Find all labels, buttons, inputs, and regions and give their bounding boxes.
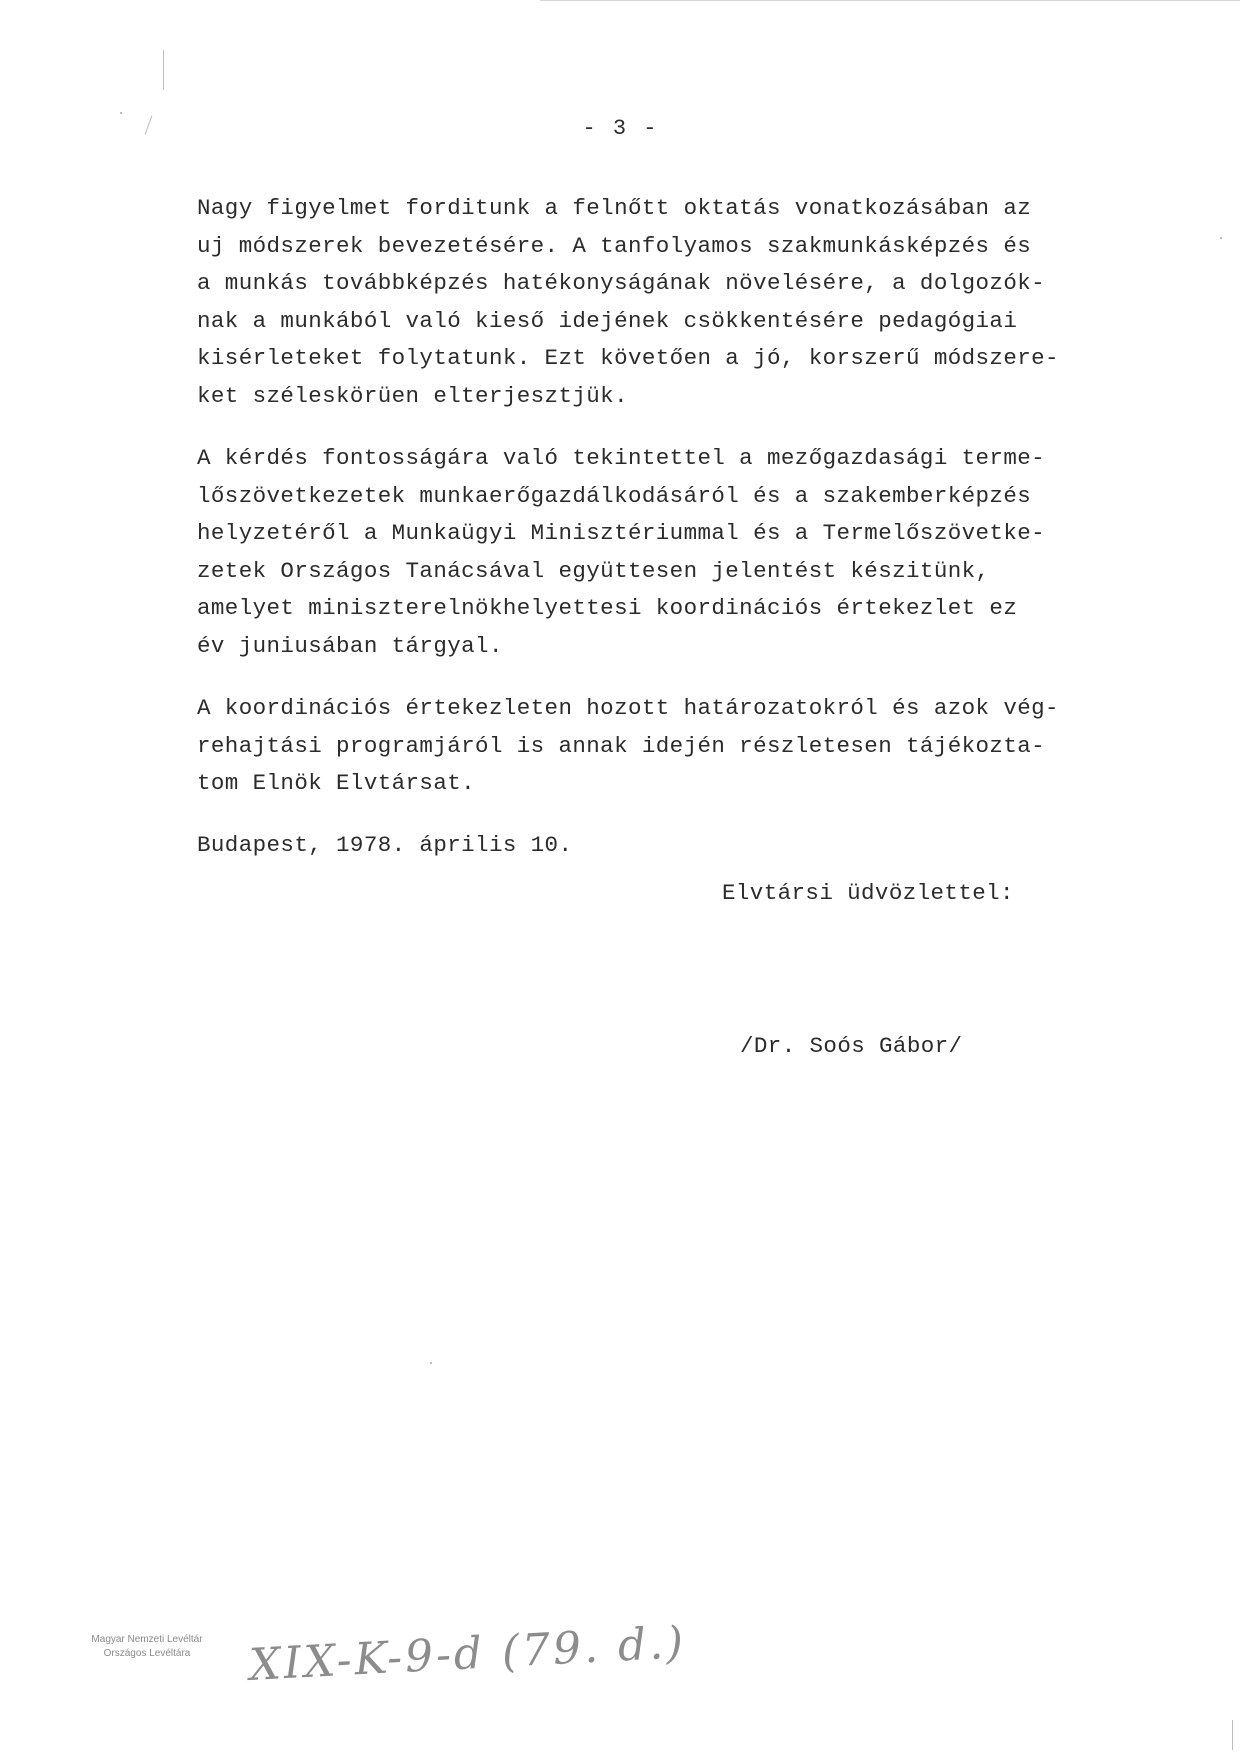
paragraph-adult-education: Nagy figyelmet forditunk a felnőtt oktatás vonatkozásában az uj módszerek bevezetésére. A tanfolyamos szakmunkásképzés és a munkás továbbképzés hatékonyságának növelésére, a dolgozók- nak a munkából való kieső idejének csökkentésére pedagógiai kisérleteket folytatunk. Ezt követően a jó, korszerű módszere- ket széleskörüen elterjesztjük.: [197, 195, 1059, 409]
archive-stamp-line1: Magyar Nemzeti Levéltár: [91, 1634, 203, 1645]
signatory-name: /Dr. Soós Gábor/: [740, 1033, 963, 1059]
scan-mark: [430, 1362, 432, 1364]
handwritten-archive-reference: XIX-K-9-d (79. d.): [248, 1617, 688, 1691]
paragraph-cooperatives-report: A kérdés fontosságára való tekintettel a mezőgazdasági terme- lőszövetkezetek munkaerőgazdálkodásáról és a szakemberképzés helyzetéről a Munkaügyi Minisztériummal és a Termelőszövetke- zetek Országos Tanácsával együttesen jelentést készitünk, amelyet miniszterelnökhelyettesi koordinációs értekezlet ez év juniusában tárgyal.: [197, 445, 1046, 659]
archive-stamp-line2: Országos Levéltára: [103, 1648, 191, 1659]
scan-mark: [1220, 237, 1222, 239]
date-line: Budapest, 1978. április 10.: [197, 832, 573, 858]
paragraph-coordination-followup: A koordinációs értekezleten hozott határozatokról és azok vég- rehajtási programjáról is annak idején részletesen tájékozta- tom Elnök Elvtársat.: [197, 695, 1059, 796]
archive-stamp: [62, 1633, 232, 1661]
scan-mark: [163, 50, 164, 90]
page-number: - 3 -: [582, 116, 659, 141]
scan-mark: [1232, 1720, 1233, 1750]
letter-body: [197, 190, 1137, 828]
scan-mark: [120, 112, 122, 114]
closing-salutation: Elvtársi üdvözlettel:: [722, 880, 1014, 906]
scan-mark: [540, 0, 1240, 1]
